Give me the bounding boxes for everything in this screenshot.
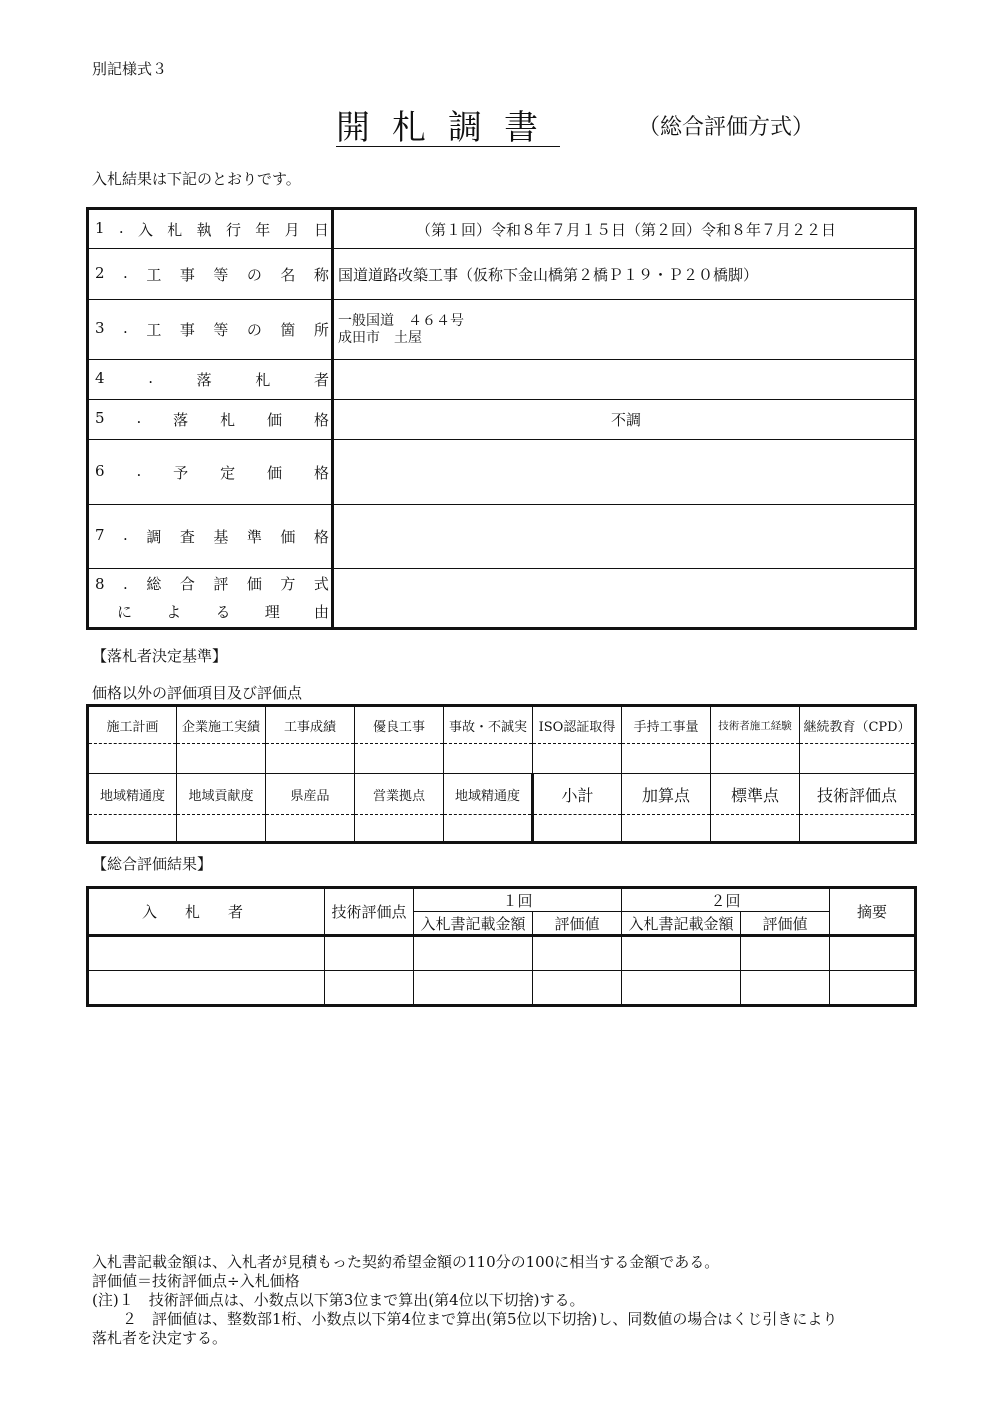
results-header-row [88,888,916,912]
results-cell [830,971,916,1006]
eval-item-header: 事故・不誠実 [444,706,533,744]
summary-row [88,440,916,505]
eval-item-header: 技術者施工経験 [711,706,800,744]
summary-row [88,360,916,400]
summary-row [88,569,916,629]
summary-value: 国道道路改築工事（仮称下金山橋第２橋Ｐ１９・Ｐ２０橋脚） [333,249,916,300]
eval-heading: 価格以外の評価項目及び評価点 [92,684,303,702]
eval-item-value [711,815,800,843]
summary-label-text: 8 . 総 合 評 価 方 式 [95,575,329,593]
summary-row [88,209,916,249]
col-round2: ２回 [622,888,830,912]
summary-label-text: 5 . 落 札 価 格 [95,409,329,429]
col-tech-score: 技術評価点 [325,888,414,936]
summary-label [88,505,333,569]
results-row [88,971,916,1006]
eval-item-header: 優良工事 [355,706,444,744]
results-cell [414,971,533,1006]
eval-item-value [444,815,533,843]
col-summary: 摘要 [830,888,916,936]
eval-item-value [533,815,622,843]
eval-item-header: ISO認証取得 [533,706,622,744]
eval-value-row [88,744,916,774]
eval-item-header: 企業施工実績 [177,706,266,744]
summary-row [88,300,916,360]
title-subtitle: （総合評価方式） [638,115,815,140]
location-line: 成田市 土屋 [338,329,422,346]
summary-row [88,249,916,300]
eval-item-value [88,744,177,774]
eval-item-value [88,815,177,843]
footnotes [92,1253,837,1348]
eval-item-value [266,744,355,774]
eval-item-value [800,744,916,774]
eval-header-row [88,706,916,744]
results-cell [88,936,325,971]
eval-item-value [355,815,444,843]
summary-row [88,505,916,569]
criteria-heading: 【落札者決定基準】 [92,647,228,665]
eval-item-value [711,744,800,774]
eval-item-value [444,744,533,774]
eval-item-header: 施工計画 [88,706,177,744]
results-cell [88,971,325,1006]
eval-item-header: 工事成績 [266,706,355,744]
results-cell [741,971,830,1006]
eval-item-value [622,744,711,774]
summary-row [88,400,916,440]
eval-item-value [266,815,355,843]
eval-item-header: 技術評価点 [800,774,916,815]
col-bidder: 入札者 [88,888,325,936]
col-eval: 評価値 [533,912,622,936]
results-cell [622,971,741,1006]
results-cell [414,936,533,971]
summary-label-text: 4 . 落 札 者 [95,369,329,389]
footnote-line: 評価値＝技術評価点÷入札価格 [92,1272,300,1290]
summary-label [88,440,333,505]
summary-value [333,360,916,400]
summary-label-text: 7 . 調 査 基 準 価 格 [95,526,329,546]
summary-value [333,300,916,360]
intro-text: 入札結果は下記のとおりです。 [92,170,301,188]
eval-header-row [88,774,916,815]
summary-value [333,440,916,505]
results-row [88,936,916,971]
eval-item-header: 県産品 [266,774,355,815]
summary-label-text: 3 . 工 事 等 の 箇 所 [95,319,329,339]
eval-item-value [177,815,266,843]
footnote-line: 入札書記載金額は、入札者が見積もった契約希望金額の110分の100に相当する金額である。 [92,1253,720,1271]
form-id: 別記様式３ [92,60,168,78]
summary-label [88,400,333,440]
summary-label [88,209,333,249]
location-line: 一般国道 ４６４号 [338,312,464,329]
col-amount: 入札書記載金額 [622,912,741,936]
summary-label-text: 6 . 予 定 価 格 [95,461,329,482]
col-round1: １回 [414,888,622,912]
summary-label [88,300,333,360]
eval-item-header: 標準点 [711,774,800,815]
summary-value [333,505,916,569]
summary-label [88,569,333,629]
eval-item-header: 地域精通度 [444,774,533,815]
col-amount: 入札書記載金額 [414,912,533,936]
eval-item-value [622,815,711,843]
eval-item-value [355,744,444,774]
results-cell [741,936,830,971]
eval-item-header: 加算点 [622,774,711,815]
summary-value [333,569,916,629]
eval-items-table [86,704,917,844]
footnote-line: ２ 評価値は、整数部1桁、小数点以下第4位まで算出(第5位以下切捨)し、同数値の場合はくじ引きにより [92,1310,838,1328]
results-table [86,886,917,1007]
summary-label-text: に よ る 理 由 [117,603,329,621]
eval-item-header: 営業拠点 [355,774,444,815]
title-main: 開札調書 [336,108,560,148]
eval-item-header: 地域貢献度 [177,774,266,815]
summary-label-text: 2 . 工 事 等 の 名 称 [95,263,329,284]
eval-item-header: 手持工事量 [622,706,711,744]
results-cell [325,936,414,971]
eval-item-header: 地域精通度 [88,774,177,815]
results-cell [830,936,916,971]
eval-item-header: 継続教育（CPD） [800,706,916,744]
eval-item-value [800,815,916,843]
footnote-line: (注)１ 技術評価点は、小数点以下第3位まで算出(第4位以下切捨)する。 [92,1291,585,1309]
results-cell [622,936,741,971]
eval-value-row [88,815,916,843]
summary-table [86,207,917,630]
results-cell [325,971,414,1006]
col-eval: 評価値 [741,912,830,936]
summary-label [88,249,333,300]
eval-item-value [533,744,622,774]
results-cell [533,936,622,971]
winning-price-value: 不調 [333,400,916,440]
page-title [336,100,560,149]
results-cell [533,971,622,1006]
footnote-line: 落札者を決定する。 [92,1329,228,1347]
summary-label [88,360,333,400]
result-heading: 【総合評価結果】 [92,855,213,873]
summary-value: （第１回）令和８年７月１５日（第２回）令和８年７月２２日 [333,209,916,249]
eval-item-header: 小計 [533,774,622,815]
summary-label-text: 1 . 入 札 執 行 年 月 日 [95,218,329,239]
eval-item-value [177,744,266,774]
